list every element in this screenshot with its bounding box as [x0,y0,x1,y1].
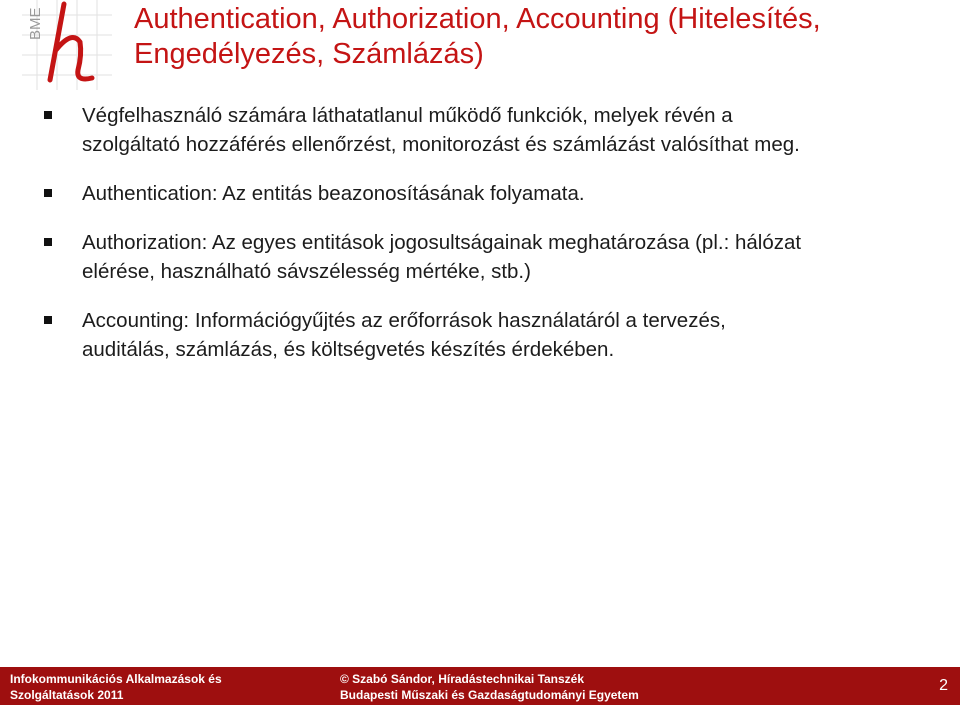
bullet-item [44,306,924,364]
page-number: 2 [939,677,948,694]
bullet-text-line: elérése, használható sávszélesség mértéke, stb.) [82,260,531,283]
bullet-square-icon [44,238,52,246]
bullet-text-line: szolgáltató hozzáférés ellenőrzést, monitorozást és számlázást valósíthat meg. [82,133,800,156]
slide-title-line1: Authentication, Authorization, Accounting (Hitelesítés, [134,3,821,35]
bullet-item [44,101,924,159]
footer-author-line2: Budapesti Műszaki és Gazdaságtudományi Egyetem [340,688,639,702]
bullet-item [44,228,924,286]
bullet-item [44,179,924,208]
footer-course-line2: Szolgáltatások 2011 [10,688,124,702]
bullet-square-icon [44,189,52,197]
bme-logo [22,0,112,90]
footer-course-line1: Infokommunikációs Alkalmazások és [10,672,222,686]
footer-author [340,671,639,703]
footer-course [10,671,222,703]
slide-title [134,2,944,72]
bullet-text-line: Authorization: Az egyes entitások jogosultságainak meghatározása (pl.: hálózat [82,231,802,254]
slide-title-line2: Engedélyezés, Számlázás) [134,38,484,70]
bullet-text-line: Accounting: Információgyűjtés az erőforrások használatáról a tervezés, [82,309,726,332]
bullet-list [44,101,924,364]
bullet-text-line: auditálás, számlázás, és költségvetés készítés érdekében. [82,338,615,361]
footer-author-line1: © Szabó Sándor, Híradástechnikai Tanszék [340,672,585,686]
svg-text:BME: BME [27,7,44,40]
bullet-square-icon [44,111,52,119]
bullet-text-line: Authentication: Az entitás beazonosításának folyamata. [82,182,585,205]
bullet-square-icon [44,316,52,324]
bullet-text-line: Végfelhasználó számára láthatatlanul működő funkciók, melyek révén a [82,104,733,127]
footer-bar [0,667,960,705]
